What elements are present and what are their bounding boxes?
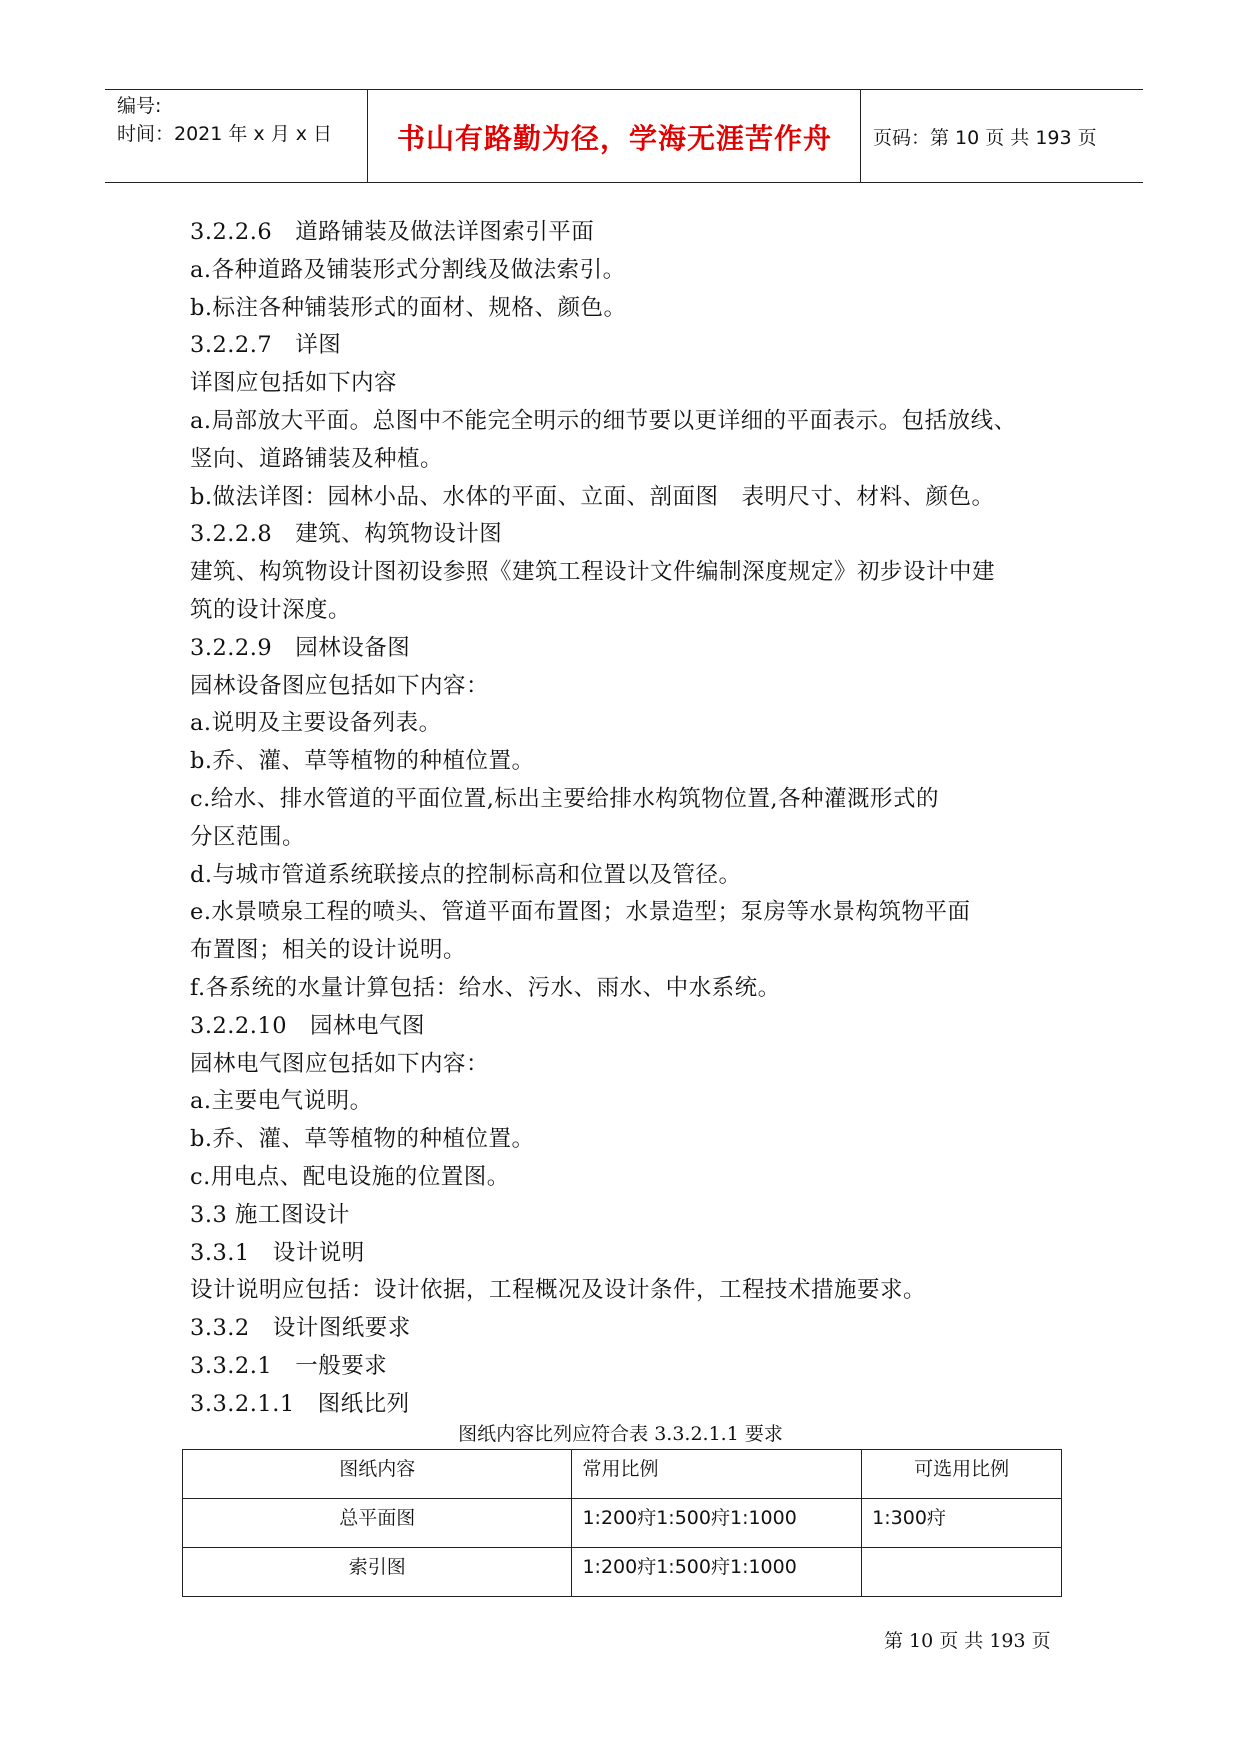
text-line: 3.2.2.9 园林设备图 (190, 634, 411, 661)
text-line: 分区范围。 (190, 823, 306, 850)
text-line: 建筑、构筑物设计图初设参照《建筑工程设计文件编制深度规定》初步设计中建 (190, 559, 996, 586)
table-row (183, 1499, 1062, 1548)
header-page-code: 页码：第 10 页 共 193 页 (873, 127, 1097, 149)
header-meta (117, 92, 367, 148)
text-line: 3.3.2.1 一般要求 (190, 1352, 388, 1379)
text-line: f.各系统的水量计算包括：给水、污水、雨水、中水系统。 (190, 974, 781, 1001)
text-line: a.局部放大平面。总图中不能完全明示的细节要以更详细的平面表示。包括放线、 (190, 407, 1017, 434)
document-number-label: 编号: (117, 95, 162, 117)
table-cell: 1:200疛1:500疛1:1000 (572, 1548, 862, 1597)
drawing-scale-table (182, 1449, 1062, 1597)
text-line: 详图应包括如下内容 (190, 370, 398, 397)
text-line: 3.3 施工图设计 (190, 1201, 350, 1228)
text-line: b.乔、灌、草等植物的种植位置。 (190, 748, 535, 775)
table-cell (862, 1548, 1062, 1597)
table-header-cell: 图纸内容 (183, 1450, 572, 1499)
table-row (183, 1548, 1062, 1597)
text-line: 3.3.1 设计说明 (190, 1239, 365, 1266)
table-cell: 1:200疛1:500疛1:1000 (572, 1499, 862, 1548)
page-footer: 第 10 页 共 193 页 (884, 1630, 1051, 1652)
table-cell: 1:300疛 (862, 1499, 1062, 1548)
text-line: b.标注各种铺装形式的面材、规格、颜色。 (190, 294, 627, 321)
text-line: 3.2.2.8 建筑、构筑物设计图 (190, 521, 503, 548)
page-header (105, 89, 1143, 183)
table-header-cell: 常用比例 (572, 1450, 862, 1499)
text-line: 3.2.2.10 园林电气图 (190, 1012, 426, 1039)
text-line: 筑的设计深度。 (190, 596, 352, 623)
text-line: c.用电点、配电设施的位置图。 (190, 1163, 510, 1190)
text-line: 园林设备图应包括如下内容： (190, 672, 490, 699)
document-time-label: 时间：2021 年 x 月 x 日 (117, 123, 333, 145)
text-line: d.与城市管道系统联接点的控制标高和位置以及管径。 (190, 861, 742, 888)
header-motto: 书山有路勤为径，学海无涯苦作舟 (396, 122, 832, 155)
text-line: 3.3.2.1.1 图纸比列 (190, 1390, 410, 1417)
text-line: 3.2.2.7 详图 (190, 332, 342, 359)
text-line: b.做法详图：园林小品、水体的平面、立面、剖面图 表明尺寸、材料、颜色。 (190, 483, 995, 510)
header-divider (860, 90, 861, 182)
text-line: 3.2.2.6 道路铺装及做法详图索引平面 (190, 219, 595, 245)
table-header-cell: 可选用比例 (862, 1450, 1062, 1499)
text-line: a.说明及主要设备列表。 (190, 710, 442, 737)
text-line: a.各种道路及铺装形式分割线及做法索引。 (190, 256, 626, 283)
text-line: e.水景喷泉工程的喷头、管道平面布置图；水景造型；泵房等水景构筑物平面 (190, 899, 971, 926)
text-line: a.主要电气说明。 (190, 1088, 373, 1115)
table-header-row (183, 1450, 1062, 1499)
text-line: c.给水、排水管道的平面位置,标出主要给排水构筑物位置,各种灌溉形式的 (190, 785, 940, 812)
text-line: 布置图；相关的设计说明。 (190, 937, 467, 964)
table-cell: 索引图 (183, 1548, 572, 1597)
table-caption: 图纸内容比列应符合表 3.3.2.1.1 要求 (458, 1423, 783, 1445)
text-line: 竖向、道路铺装及种植。 (190, 445, 444, 472)
table-cell: 总平面图 (183, 1499, 572, 1548)
text-line: 3.3.2 设计图纸要求 (190, 1315, 411, 1342)
text-line: b.乔、灌、草等植物的种植位置。 (190, 1126, 535, 1153)
header-divider (367, 90, 368, 182)
text-line: 设计说明应包括：设计依据，工程概况及设计条件，工程技术措施要求。 (190, 1277, 927, 1304)
document-body (190, 214, 1070, 1424)
text-line: 园林电气图应包括如下内容： (190, 1050, 490, 1077)
